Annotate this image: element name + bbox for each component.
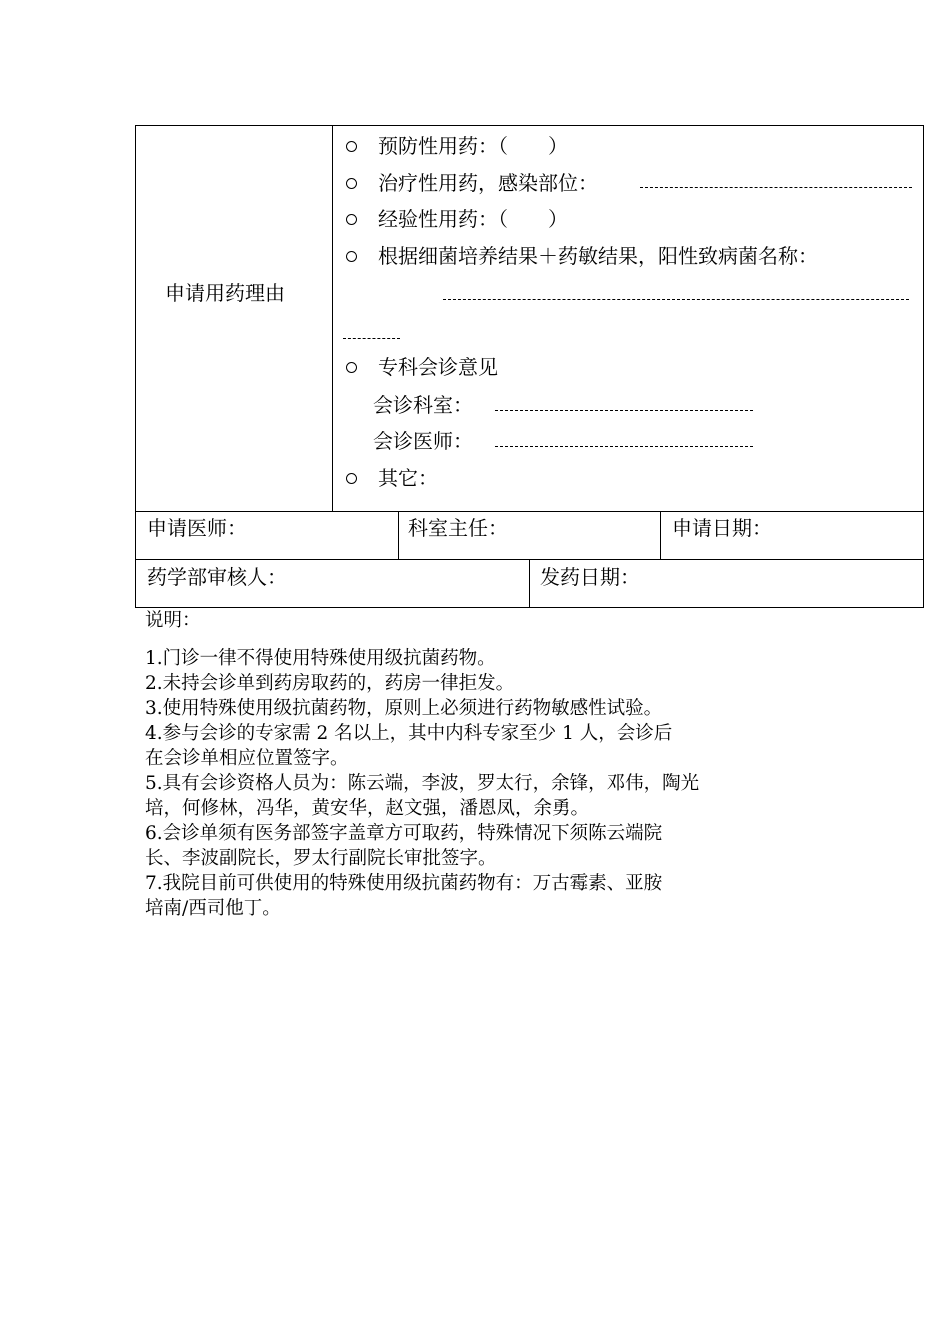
note-line: 1.门诊一律不得使用特殊使用级抗菌药物。 [145, 648, 496, 669]
option-radio-other[interactable] [346, 473, 357, 484]
form-table [135, 125, 924, 608]
consult-dept-line [495, 410, 753, 411]
option-empirical: 经验性用药：（ ） [378, 207, 568, 231]
note-line: 长、李波副院长，罗太行副院长审批签字。 [145, 848, 497, 869]
option-radio-empirical[interactable] [346, 214, 357, 225]
consult-doctor-label: 会诊医师： [373, 429, 473, 453]
notes-list [145, 646, 825, 921]
note-line: 在会诊单相应位置签字。 [145, 748, 349, 769]
pharmacy-reviewer-label: 药学部审核人： [147, 565, 287, 589]
option-other: 其它： [378, 466, 438, 490]
notes-heading: 说明： [145, 610, 201, 631]
consult-dept-label: 会诊科室： [373, 393, 473, 417]
note-line: 6.会诊单须有医务部签字盖章方可取药，特殊情况下须陈云端院 [145, 823, 663, 844]
apply-date-label: 申请日期： [672, 516, 772, 540]
option-prophylactic: 预防性用药：（ ） [378, 134, 568, 158]
consult-doctor-line [495, 446, 753, 447]
option-consult: 专科会诊意见 [378, 355, 498, 379]
applicant-doctor-label: 申请医师： [147, 516, 247, 540]
dispense-date-label: 发药日期： [540, 565, 640, 589]
reason-label: 申请用药理由 [165, 281, 285, 305]
note-line: 3.使用特殊使用级抗菌药物，原则上必须进行药物敏感性试验。 [145, 698, 663, 719]
option-radio-consult[interactable] [346, 362, 357, 373]
col-divider-2 [660, 511, 661, 559]
infection-site-line [640, 187, 912, 188]
col-divider-3 [529, 559, 530, 608]
option-culture: 根据细菌培养结果＋药敏结果，阳性致病菌名称： [378, 244, 818, 268]
col-divider-1 [398, 511, 399, 559]
note-line: 5.具有会诊资格人员为：陈云端，李波，罗太行，余锋，邓伟，陶光 [145, 773, 700, 794]
option-radio-therapeutic[interactable] [346, 178, 357, 189]
note-line: 2.未持会诊单到药房取药的，药房一律拒发。 [145, 673, 515, 694]
option-therapeutic: 治疗性用药，感染部位： [378, 171, 598, 195]
note-line: 4.参与会诊的专家需 2 名以上，其中内科专家至少 1 人，会诊后 [145, 723, 673, 744]
row-divider-1 [135, 511, 924, 512]
option-radio-prophylactic[interactable] [346, 141, 357, 152]
option-radio-culture[interactable] [346, 251, 357, 262]
note-line: 7.我院目前可供使用的特殊使用级抗菌药物有：万古霉素、亚胺 [145, 873, 663, 894]
pathogen-name-line-2 [343, 338, 400, 339]
department-director-label: 科室主任： [408, 516, 508, 540]
pathogen-name-line-1 [443, 299, 909, 300]
label-divider [332, 125, 333, 511]
note-line: 培，何修林，冯华，黄安华，赵文强，潘恩凤，余勇。 [145, 798, 590, 819]
note-line: 培南/西司他丁。 [145, 898, 281, 919]
